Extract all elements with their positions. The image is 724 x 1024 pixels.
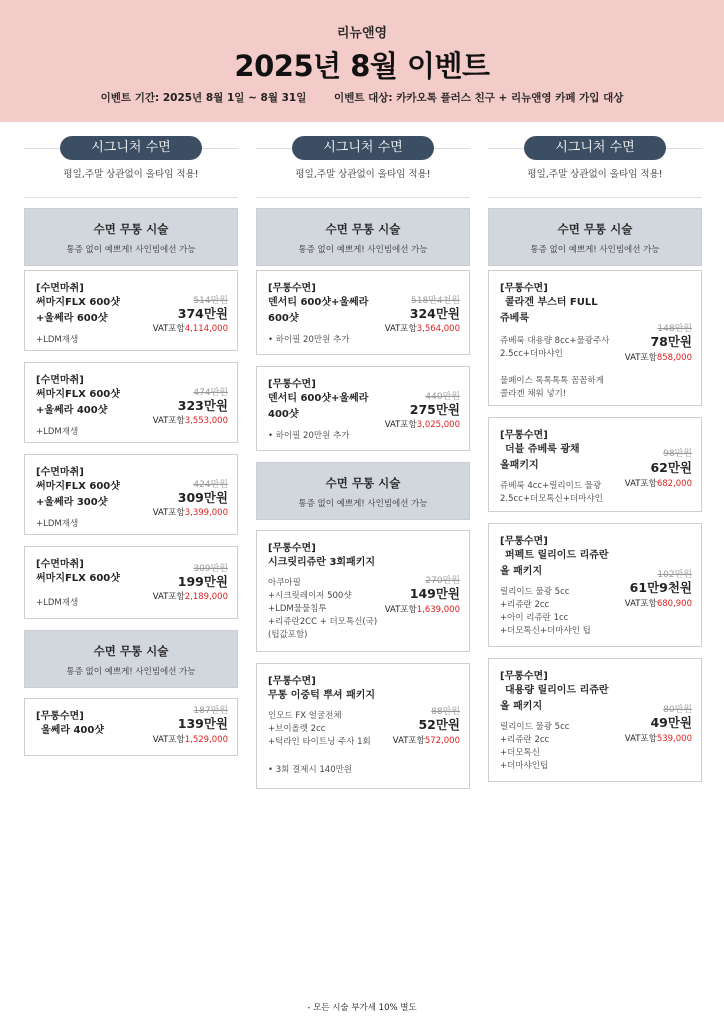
card-note bbox=[500, 375, 604, 401]
price-card bbox=[24, 362, 238, 443]
original-price: 514만원 bbox=[193, 296, 228, 306]
vat-price bbox=[385, 603, 460, 615]
card-name-line: 덴서티 600샷+울쎄라 bbox=[268, 297, 369, 308]
card-name bbox=[500, 683, 609, 715]
signature-pill: 시그니처 수면 bbox=[524, 136, 666, 160]
note-line: 릴리이드 물광 5cc bbox=[500, 722, 570, 732]
card-name-line: 올 패키지 bbox=[500, 701, 543, 712]
column-subtitle: 평일,주말 상관없이 올타임 적용! bbox=[295, 169, 431, 180]
card-name-line: 무통 이중턱 뿌셔 패키지 bbox=[268, 690, 376, 701]
sale-price: 323만원 bbox=[177, 398, 228, 413]
event-target: 이벤트 대상: 카카오톡 플러스 친구 + 리뉴앤영 카페 가입 대상 bbox=[334, 92, 624, 104]
original-price: 270만원 bbox=[425, 576, 460, 586]
card-tag: [수면마취] bbox=[36, 375, 84, 386]
card-tag: [무통수면] bbox=[268, 676, 316, 687]
sale-price: 309만원 bbox=[177, 490, 228, 505]
sale-price: 52만원 bbox=[418, 717, 460, 732]
vat-price bbox=[153, 414, 228, 426]
vat-footnote: - 모든 시술 부가세 10% 별도 bbox=[307, 1003, 417, 1013]
original-price: 440만원 bbox=[425, 392, 460, 402]
note-line: 쥬베룩 4cc+릴리이드 물광 bbox=[500, 481, 602, 491]
card-note: • 3회 결제시 140만원 bbox=[268, 765, 353, 775]
card-name-line: 400샷 bbox=[268, 409, 299, 420]
card-name bbox=[268, 688, 375, 704]
card-name bbox=[36, 571, 120, 587]
original-price: 309만원 bbox=[193, 564, 228, 574]
sale-price: 139만원 bbox=[177, 716, 228, 731]
vat-label: VAT포함 bbox=[152, 735, 185, 745]
card-note: +LDM재생 bbox=[36, 427, 79, 437]
vat-amount: 3,564,000 bbox=[416, 324, 460, 334]
sale-price: 324만원 bbox=[409, 306, 460, 321]
section-title: 수면 무통 시술 bbox=[557, 222, 633, 236]
note-line: +아이 리쥬란 1cc bbox=[500, 613, 569, 623]
card-name bbox=[41, 723, 104, 739]
sale-price: 78만원 bbox=[650, 334, 692, 349]
card-note bbox=[500, 586, 591, 638]
card-note bbox=[500, 335, 609, 361]
sale-price: 275만원 bbox=[409, 402, 460, 417]
vat-amount: 680,900 bbox=[656, 599, 692, 609]
vat-label: VAT포함 bbox=[152, 416, 185, 426]
vat-amount: 3,025,000 bbox=[416, 420, 460, 430]
column-subtitle: 평일,주말 상관없이 올타임 적용! bbox=[63, 169, 199, 180]
price-card bbox=[24, 698, 238, 756]
card-name bbox=[500, 442, 580, 474]
vat-label: VAT포함 bbox=[392, 736, 425, 746]
section-banner bbox=[256, 462, 470, 520]
card-tag: [무통수면] bbox=[500, 283, 548, 294]
section-banner bbox=[24, 630, 238, 688]
card-name bbox=[500, 295, 598, 327]
column-header bbox=[24, 136, 238, 198]
card-tag: [무통수면] bbox=[268, 543, 316, 554]
note-line: +리쥬란 2cc bbox=[500, 600, 550, 610]
price-card bbox=[24, 546, 238, 619]
note-line: +브이올렛 2cc bbox=[268, 724, 326, 734]
vat-label: VAT포함 bbox=[152, 508, 185, 518]
vat-amount: 2,189,000 bbox=[184, 592, 228, 602]
original-price: 88만원 bbox=[431, 707, 460, 717]
card-name-line: 올패키지 bbox=[500, 460, 539, 471]
note-line: +리쥬란 2cc bbox=[500, 735, 550, 745]
vat-label: VAT포함 bbox=[152, 324, 185, 334]
price-card bbox=[24, 454, 238, 535]
card-name bbox=[500, 548, 609, 580]
card-name-line: 써마지FLX 600샷 bbox=[36, 481, 120, 492]
vat-price bbox=[625, 351, 692, 363]
card-tag: [무통수면] bbox=[268, 379, 316, 390]
price-card bbox=[488, 417, 702, 512]
signature-pill: 시그니처 수면 bbox=[292, 136, 434, 160]
card-name-line: 600샷 bbox=[268, 313, 299, 324]
price-card bbox=[488, 523, 702, 647]
note-line: (팁값포함) bbox=[268, 630, 308, 640]
section-banner bbox=[24, 208, 238, 266]
card-name bbox=[268, 391, 368, 423]
card-name-line: 콜라겐 부스터 FULL bbox=[505, 297, 598, 308]
vat-label: VAT포함 bbox=[152, 592, 185, 602]
section-banner bbox=[256, 208, 470, 266]
section-subtitle: 통증 없이 예쁘게! 사인빔에선 가능 bbox=[66, 245, 196, 255]
vat-amount: 539,000 bbox=[656, 734, 692, 744]
card-name-line: 퍼펙트 릴리이드 리쥬란 bbox=[505, 550, 609, 561]
card-name-line: 써마지FLX 600샷 bbox=[36, 297, 120, 308]
price-card bbox=[488, 658, 702, 782]
vat-price bbox=[153, 506, 228, 518]
note-line: +LDM물물침투 bbox=[268, 604, 327, 614]
vat-price bbox=[153, 322, 228, 334]
note-line: 물페이스 톡톡톡톡 꼼꼼하게 bbox=[500, 376, 604, 386]
event-info bbox=[0, 90, 724, 105]
price-card bbox=[256, 270, 470, 355]
card-tag: [무통수면] bbox=[500, 671, 548, 682]
vat-amount: 4,114,000 bbox=[184, 324, 228, 334]
vat-price bbox=[625, 477, 692, 489]
card-note: +LDM재생 bbox=[36, 335, 79, 345]
card-note bbox=[268, 710, 371, 749]
signature-pill: 시그니처 수면 bbox=[60, 136, 202, 160]
card-name-line: +울쎄라 300샷 bbox=[36, 497, 108, 508]
sale-price: 62만원 bbox=[650, 460, 692, 475]
card-name-line: +울쎄라 600샷 bbox=[36, 313, 108, 324]
card-tag: [무통수면] bbox=[500, 536, 548, 547]
section-subtitle: 통증 없이 예쁘게! 사인빔에선 가능 bbox=[298, 499, 428, 509]
vat-amount: 1,639,000 bbox=[416, 605, 460, 615]
column-header bbox=[488, 136, 702, 198]
note-line: +시크릿레이저 500샷 bbox=[268, 591, 352, 601]
card-note bbox=[268, 577, 377, 642]
vat-amount: 3,553,000 bbox=[184, 416, 228, 426]
section-title: 수면 무통 시술 bbox=[325, 476, 401, 490]
card-note: • 하이필 20만원 추가 bbox=[268, 335, 350, 345]
vat-label: VAT포함 bbox=[624, 734, 657, 744]
note-line: 인모드 FX 얼굴전체 bbox=[268, 711, 342, 721]
original-price: 474만원 bbox=[193, 388, 228, 398]
section-banner bbox=[488, 208, 702, 266]
card-name bbox=[268, 295, 368, 327]
vat-amount: 682,000 bbox=[656, 479, 692, 489]
column-3 bbox=[488, 136, 702, 793]
vat-price bbox=[153, 590, 228, 602]
vat-price bbox=[153, 733, 228, 745]
vat-price bbox=[385, 322, 460, 334]
sale-price: 374만원 bbox=[177, 306, 228, 321]
vat-price bbox=[625, 732, 692, 744]
note-line: +더모톡신+더마샤인 팁 bbox=[500, 626, 591, 636]
card-name-line: 덴서티 600샷+울쎄라 bbox=[268, 393, 369, 404]
sale-price: 49만원 bbox=[650, 715, 692, 730]
column-header bbox=[256, 136, 470, 198]
card-name-line: 쥬베룩 bbox=[500, 313, 529, 324]
vat-amount: 858,000 bbox=[656, 353, 692, 363]
card-note: +LDM재생 bbox=[36, 519, 79, 529]
vat-price bbox=[385, 418, 460, 430]
section-subtitle: 통증 없이 예쁘게! 사인빔에선 가능 bbox=[530, 245, 660, 255]
card-name bbox=[36, 479, 120, 511]
card-name bbox=[268, 555, 375, 571]
note-line: +더마샤인팁 bbox=[500, 761, 549, 771]
section-title: 수면 무통 시술 bbox=[325, 222, 401, 236]
vat-amount: 3,399,000 bbox=[184, 508, 228, 518]
note-line: 쥬베룩 대용량 8cc+물광주사 bbox=[500, 336, 610, 346]
section-subtitle: 통증 없이 예쁘게! 사인빔에선 가능 bbox=[298, 245, 428, 255]
card-note: +LDM재생 bbox=[36, 598, 79, 608]
card-name-line: 시크릿리쥬란 3회패키지 bbox=[268, 557, 376, 568]
original-price: 98만원 bbox=[663, 449, 692, 459]
card-name bbox=[36, 387, 120, 419]
card-name-line: 써마지FLX 600샷 bbox=[36, 573, 120, 584]
card-name-line: +울쎄라 400샷 bbox=[36, 405, 108, 416]
column-1 bbox=[24, 136, 238, 767]
price-card bbox=[256, 366, 470, 451]
card-note bbox=[500, 721, 569, 773]
vat-price bbox=[625, 597, 692, 609]
card-tag: [무통수면] bbox=[500, 430, 548, 441]
vat-label: VAT포함 bbox=[384, 420, 417, 430]
card-name-line: 올 패키지 bbox=[500, 566, 543, 577]
card-name-line: 써마지FLX 600샷 bbox=[36, 389, 120, 400]
note-line: 2.5cc+더마샤인 bbox=[500, 349, 563, 359]
note-line: 아쿠아필 bbox=[268, 578, 301, 588]
original-price: 102만원 bbox=[657, 570, 692, 580]
vat-amount: 572,000 bbox=[424, 736, 460, 746]
note-line: 릴리이드 물광 5cc bbox=[500, 587, 570, 597]
note-line: +턱라인 타이트닝 주사 1회 bbox=[268, 737, 371, 747]
card-name bbox=[36, 295, 120, 327]
card-tag: [무통수면] bbox=[36, 711, 84, 722]
sale-price: 149만원 bbox=[409, 586, 460, 601]
original-price: 148만원 bbox=[657, 324, 692, 334]
column-2 bbox=[256, 136, 470, 800]
note-line: +더모톡신 bbox=[500, 748, 540, 758]
brand-name: 리뉴앤영 bbox=[336, 26, 388, 41]
sale-price: 199만원 bbox=[177, 574, 228, 589]
card-tag: [수면마취] bbox=[36, 283, 84, 294]
vat-price bbox=[393, 734, 460, 746]
card-tag: [수면마취] bbox=[36, 467, 84, 478]
sale-price: 61만9천원 bbox=[629, 580, 692, 595]
event-period: 이벤트 기간: 2025년 8월 1일 ~ 8월 31일 bbox=[100, 92, 307, 104]
price-card bbox=[256, 663, 470, 789]
price-card bbox=[24, 270, 238, 351]
price-card bbox=[256, 530, 470, 652]
card-tag: [무통수면] bbox=[268, 283, 316, 294]
section-title: 수면 무통 시술 bbox=[93, 222, 169, 236]
price-card bbox=[488, 270, 702, 406]
section-title: 수면 무통 시술 bbox=[93, 644, 169, 658]
card-name-line: 울쎄라 400샷 bbox=[41, 725, 104, 736]
event-header bbox=[0, 0, 724, 122]
original-price: 424만원 bbox=[193, 480, 228, 490]
card-note bbox=[500, 480, 603, 506]
section-subtitle: 통증 없이 예쁘게! 사인빔에선 가능 bbox=[66, 667, 196, 677]
original-price: 187만원 bbox=[193, 706, 228, 716]
card-name-line: 대용량 릴리이드 리쥬란 bbox=[505, 685, 609, 696]
vat-label: VAT포함 bbox=[384, 324, 417, 334]
column-subtitle: 평일,주말 상관없이 올타임 적용! bbox=[527, 169, 663, 180]
page-title: 2025년 8월 이벤트 bbox=[234, 49, 490, 83]
card-note: • 하이필 20만원 추가 bbox=[268, 431, 350, 441]
card-tag: [수면마취] bbox=[36, 559, 84, 570]
note-line: +리쥬란2CC + 더모톡신(국) bbox=[268, 617, 378, 627]
note-line: 콜라겐 채워 넣기! bbox=[500, 389, 567, 399]
vat-amount: 1,529,000 bbox=[184, 735, 228, 745]
vat-label: VAT포함 bbox=[624, 479, 657, 489]
original-price: 80만원 bbox=[663, 705, 692, 715]
vat-label: VAT포함 bbox=[624, 353, 657, 363]
original-price: 518만4천원 bbox=[411, 296, 460, 306]
vat-label: VAT포함 bbox=[624, 599, 657, 609]
note-line: 2.5cc+더모톡신+더마샤인 bbox=[500, 494, 603, 504]
vat-label: VAT포함 bbox=[384, 605, 417, 615]
card-name-line: 더블 쥬베룩 광채 bbox=[505, 444, 580, 455]
